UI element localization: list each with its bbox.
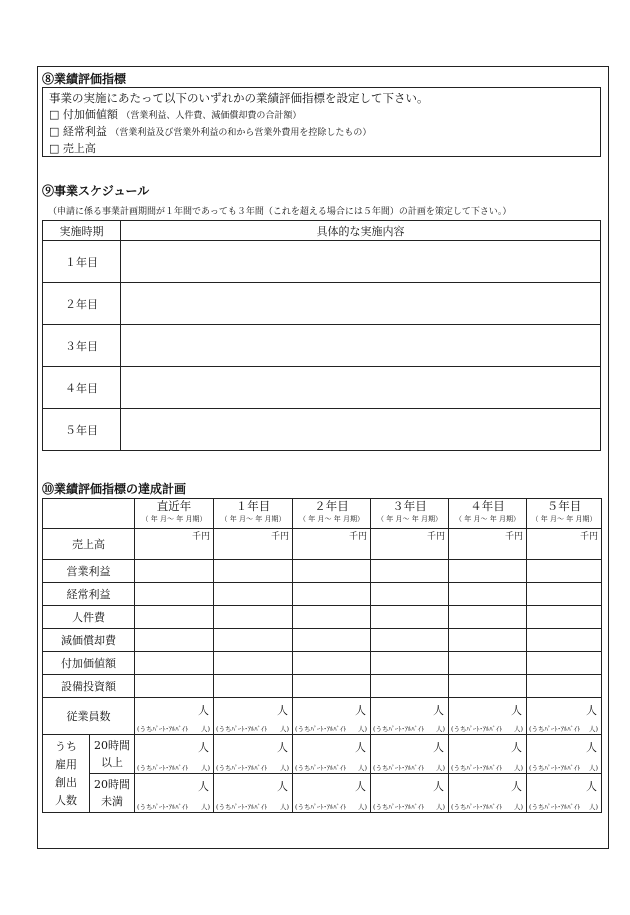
part-time-note [295, 763, 367, 772]
part-time-note [295, 724, 367, 733]
headcount-input[interactable] [293, 774, 371, 813]
part-time-prefix: (うちﾊﾟｰﾄ･ｱﾙﾊﾞｲﾄ [216, 725, 268, 733]
part-time-suffix: 人) [588, 764, 598, 772]
schedule-input[interactable] [121, 283, 601, 325]
value-input[interactable] [527, 606, 602, 629]
part-time-prefix: (うちﾊﾟｰﾄ･ｱﾙﾊﾞｲﾄ [451, 764, 503, 772]
sales-input[interactable]: 千円 [371, 529, 449, 560]
headcount-cell [527, 698, 601, 734]
headcount-cell [527, 774, 601, 812]
part-time-prefix: (うちﾊﾟｰﾄ･ｱﾙﾊﾞｲﾄ [295, 725, 347, 733]
part-time-suffix: 人) [357, 764, 367, 772]
section10-title: ⑩業績評価指標の達成計画 [42, 482, 187, 496]
part-time-note [216, 724, 289, 733]
person-unit: 人 [433, 704, 444, 717]
headcount-input[interactable] [449, 735, 527, 774]
year-label: ２年目 [43, 283, 121, 325]
value-input[interactable] [214, 652, 293, 675]
option-ordinary-profit[interactable] [49, 124, 594, 141]
headcount-cell [371, 698, 448, 734]
headcount-cell [527, 735, 601, 773]
headcount-cell [135, 698, 213, 734]
option-label: 売上高 [62, 142, 96, 155]
part-time-note [295, 802, 367, 811]
column-label: ５年目 [546, 499, 582, 513]
headcount-input[interactable] [135, 774, 214, 813]
part-time-note [216, 802, 289, 811]
headcount-input[interactable] [527, 698, 602, 735]
headcount-input[interactable] [293, 735, 371, 774]
value-input[interactable] [293, 583, 371, 606]
part-time-suffix: 人) [200, 803, 210, 811]
row-label: 減価償却費 [43, 629, 135, 652]
part-time-prefix: (うちﾊﾟｰﾄ･ｱﾙﾊﾞｲﾄ [529, 803, 581, 811]
section8-box [42, 87, 601, 157]
part-time-suffix: 人) [200, 725, 210, 733]
part-time-prefix: (うちﾊﾟｰﾄ･ｱﾙﾊﾞｲﾄ [216, 803, 268, 811]
person-unit: 人 [586, 704, 597, 717]
column-label: ２年目 [314, 499, 349, 513]
column-period: （ 年 月～ 年 月期） [377, 515, 442, 523]
value-input[interactable] [449, 560, 527, 583]
row-label: 営業利益 [43, 560, 135, 583]
part-time-suffix: 人) [200, 764, 210, 772]
year-label: ５年目 [43, 409, 121, 451]
value-input[interactable] [293, 606, 371, 629]
header-blank [43, 499, 135, 529]
person-unit: 人 [586, 780, 597, 793]
option-note: （営業利益及び営業外利益の和から営業外費用を控除したもの） [110, 128, 372, 138]
row-label: 従業員数 [43, 698, 135, 735]
part-time-note [137, 724, 210, 733]
year-column-header [214, 499, 293, 529]
headcount-input[interactable] [214, 735, 293, 774]
headcount-cell [449, 774, 526, 812]
header-period: 実施時期 [43, 221, 121, 241]
part-time-prefix: (うちﾊﾟｰﾄ･ｱﾙﾊﾞｲﾄ [295, 803, 347, 811]
value-input[interactable] [371, 560, 449, 583]
hours-over-label [90, 735, 135, 774]
hours-label-line: 未満 [101, 795, 123, 808]
person-unit: 人 [511, 741, 522, 754]
hiring-label-line: 人数 [55, 793, 77, 807]
headcount-cell [449, 698, 526, 734]
headcount-cell [293, 698, 370, 734]
value-input[interactable] [214, 629, 293, 652]
value-input[interactable] [214, 606, 293, 629]
year-column-header [449, 499, 527, 529]
headcount-input[interactable] [371, 735, 449, 774]
headcount-input[interactable] [135, 735, 214, 774]
person-unit: 人 [277, 704, 288, 717]
part-time-suffix: 人) [588, 803, 598, 811]
row-label: 設備投資額 [43, 675, 135, 698]
person-unit: 人 [355, 704, 366, 717]
column-label: ４年目 [470, 499, 505, 513]
value-input[interactable] [293, 560, 371, 583]
value-input[interactable] [371, 583, 449, 606]
headcount-input[interactable] [449, 774, 527, 813]
headcount-input[interactable] [527, 735, 602, 774]
part-time-suffix: 人) [435, 803, 445, 811]
value-input[interactable] [449, 675, 527, 698]
value-input[interactable] [135, 560, 214, 583]
part-time-note [529, 763, 598, 772]
part-time-suffix: 人) [513, 725, 523, 733]
part-time-prefix: (うちﾊﾟｰﾄ･ｱﾙﾊﾞｲﾄ [373, 725, 425, 733]
person-unit: 人 [198, 741, 209, 754]
person-unit: 人 [586, 741, 597, 754]
hours-under-label [90, 774, 135, 813]
hours-label-line: 以上 [101, 756, 123, 769]
value-input[interactable] [371, 629, 449, 652]
value-input[interactable] [371, 652, 449, 675]
part-time-suffix: 人) [588, 725, 598, 733]
part-time-note [529, 802, 598, 811]
hiring-label-line: 雇用 [55, 757, 77, 771]
value-input[interactable] [527, 583, 602, 606]
row-label: 人件費 [43, 606, 135, 629]
value-input[interactable] [371, 606, 449, 629]
schedule-table [42, 220, 601, 451]
section8-intro: 事業の実施にあたって以下のいずれかの業績評価指標を設定して下さい。 [49, 91, 429, 105]
value-input[interactable] [449, 629, 527, 652]
person-unit: 人 [277, 780, 288, 793]
value-input[interactable] [527, 652, 602, 675]
part-time-suffix: 人) [279, 803, 289, 811]
part-time-suffix: 人) [513, 803, 523, 811]
schedule-input[interactable] [121, 325, 601, 367]
sales-input[interactable]: 千円 [135, 529, 214, 560]
row-label: 付加価値額 [43, 652, 135, 675]
year-column-header [293, 499, 371, 529]
headcount-cell [135, 774, 213, 812]
part-time-prefix: (うちﾊﾟｰﾄ･ｱﾙﾊﾞｲﾄ [451, 725, 503, 733]
option-sales[interactable] [49, 141, 594, 157]
part-time-note [137, 802, 210, 811]
part-time-suffix: 人) [435, 725, 445, 733]
value-input[interactable] [527, 675, 602, 698]
person-unit: 人 [511, 704, 522, 717]
part-time-suffix: 人) [279, 725, 289, 733]
value-input[interactable] [214, 675, 293, 698]
sales-input[interactable]: 千円 [449, 529, 527, 560]
column-period: （ 年 月～ 年 月期） [531, 515, 597, 523]
column-label: 直近年 [156, 499, 192, 513]
sales-input[interactable]: 千円 [527, 529, 602, 560]
headcount-cell [214, 774, 292, 812]
achievement-plan-table [42, 498, 602, 813]
year-column-header [371, 499, 449, 529]
headcount-cell [214, 735, 292, 773]
person-unit: 人 [433, 741, 444, 754]
hours-label-line: 20時間 [94, 739, 130, 752]
section9-title: ⑨事業スケジュール [42, 184, 150, 198]
headcount-input[interactable] [371, 698, 449, 735]
person-unit: 人 [355, 741, 366, 754]
part-time-prefix: (うちﾊﾟｰﾄ･ｱﾙﾊﾞｲﾄ [137, 764, 189, 772]
headcount-cell [135, 735, 213, 773]
part-time-prefix: (うちﾊﾟｰﾄ･ｱﾙﾊﾞｲﾄ [295, 764, 347, 772]
headcount-input[interactable] [371, 774, 449, 813]
row-label: 売上高 [43, 529, 135, 560]
value-input[interactable] [214, 560, 293, 583]
headcount-input[interactable] [135, 698, 214, 735]
checkbox-icon[interactable]: □ [49, 108, 60, 121]
part-time-note [451, 763, 523, 772]
value-input[interactable] [135, 675, 214, 698]
headcount-cell [371, 735, 448, 773]
option-label: 経常利益 [62, 125, 107, 138]
checkbox-icon[interactable]: □ [49, 142, 60, 155]
column-period: （ 年 月～ 年 月期） [220, 515, 286, 523]
column-label: １年目 [235, 499, 271, 513]
person-unit: 人 [277, 741, 288, 754]
value-input[interactable] [135, 652, 214, 675]
year-label: ４年目 [43, 367, 121, 409]
value-input[interactable] [449, 606, 527, 629]
person-unit: 人 [355, 780, 366, 793]
value-input[interactable] [135, 629, 214, 652]
column-period: （ 年 月～ 年 月期） [455, 515, 520, 523]
option-label: 付加価値額 [62, 108, 118, 121]
headcount-input[interactable] [527, 774, 602, 813]
column-label: ３年目 [392, 499, 427, 513]
value-input[interactable] [293, 629, 371, 652]
person-unit: 人 [198, 780, 209, 793]
part-time-suffix: 人) [357, 725, 367, 733]
column-period: （ 年 月～ 年 月期） [299, 515, 364, 523]
part-time-suffix: 人) [357, 803, 367, 811]
part-time-note [451, 724, 523, 733]
part-time-prefix: (うちﾊﾟｰﾄ･ｱﾙﾊﾞｲﾄ [529, 764, 581, 772]
hiring-label-line: うち [55, 739, 77, 753]
schedule-input[interactable] [121, 241, 601, 283]
value-input[interactable] [449, 583, 527, 606]
header-content: 具体的な実施内容 [121, 221, 601, 241]
person-unit: 人 [198, 704, 209, 717]
column-period: （ 年 月～ 年 月期） [141, 515, 207, 523]
year-label: １年目 [43, 241, 121, 283]
part-time-note [137, 763, 210, 772]
part-time-prefix: (うちﾊﾟｰﾄ･ｱﾙﾊﾞｲﾄ [137, 803, 189, 811]
section9-note: （申請に係る事業計画期間が１年間であっても３年間（これを超える場合には５年間）の計画を策定して下さい。） [48, 207, 512, 217]
part-time-prefix: (うちﾊﾟｰﾄ･ｱﾙﾊﾞｲﾄ [529, 725, 581, 733]
headcount-cell [293, 774, 370, 812]
headcount-input[interactable] [449, 698, 527, 735]
headcount-cell [371, 774, 448, 812]
headcount-cell [293, 735, 370, 773]
value-input[interactable] [527, 629, 602, 652]
hours-label-line: 20時間 [94, 778, 130, 791]
row-label: 経常利益 [43, 583, 135, 606]
schedule-input[interactable] [121, 409, 601, 451]
hiring-label-line: 創出 [55, 775, 77, 789]
hiring-created-label [43, 735, 90, 813]
part-time-note [529, 724, 598, 733]
checkbox-icon[interactable]: □ [49, 125, 60, 138]
year-label: ３年目 [43, 325, 121, 367]
part-time-suffix: 人) [279, 764, 289, 772]
part-time-prefix: (うちﾊﾟｰﾄ･ｱﾙﾊﾞｲﾄ [216, 764, 268, 772]
year-column-header [527, 499, 602, 529]
value-input[interactable] [527, 560, 602, 583]
part-time-note [373, 763, 445, 772]
headcount-input[interactable] [214, 698, 293, 735]
value-input[interactable] [293, 675, 371, 698]
sales-input[interactable]: 千円 [214, 529, 293, 560]
section8-title: ⑧業績評価指標 [42, 72, 127, 86]
value-input[interactable] [449, 652, 527, 675]
part-time-note [373, 802, 445, 811]
part-time-prefix: (うちﾊﾟｰﾄ･ｱﾙﾊﾞｲﾄ [373, 803, 425, 811]
value-input[interactable] [135, 606, 214, 629]
person-unit: 人 [511, 780, 522, 793]
part-time-suffix: 人) [435, 764, 445, 772]
value-input[interactable] [371, 675, 449, 698]
part-time-prefix: (うちﾊﾟｰﾄ･ｱﾙﾊﾞｲﾄ [373, 764, 425, 772]
sales-input[interactable]: 千円 [293, 529, 371, 560]
schedule-input[interactable] [121, 367, 601, 409]
part-time-prefix: (うちﾊﾟｰﾄ･ｱﾙﾊﾞｲﾄ [451, 803, 503, 811]
part-time-note [373, 724, 445, 733]
value-input[interactable] [293, 652, 371, 675]
headcount-input[interactable] [214, 774, 293, 813]
headcount-input[interactable] [293, 698, 371, 735]
value-input[interactable] [214, 583, 293, 606]
part-time-note [216, 763, 289, 772]
part-time-prefix: (うちﾊﾟｰﾄ･ｱﾙﾊﾞｲﾄ [137, 725, 189, 733]
part-time-note [451, 802, 523, 811]
value-input[interactable] [135, 583, 214, 606]
part-time-suffix: 人) [513, 764, 523, 772]
headcount-cell [214, 698, 292, 734]
option-value-added[interactable] [49, 107, 594, 124]
year-column-header [135, 499, 214, 529]
person-unit: 人 [433, 780, 444, 793]
headcount-cell [449, 735, 526, 773]
option-note: （営業利益、人件費、減価償却費の合計額） [121, 111, 302, 121]
